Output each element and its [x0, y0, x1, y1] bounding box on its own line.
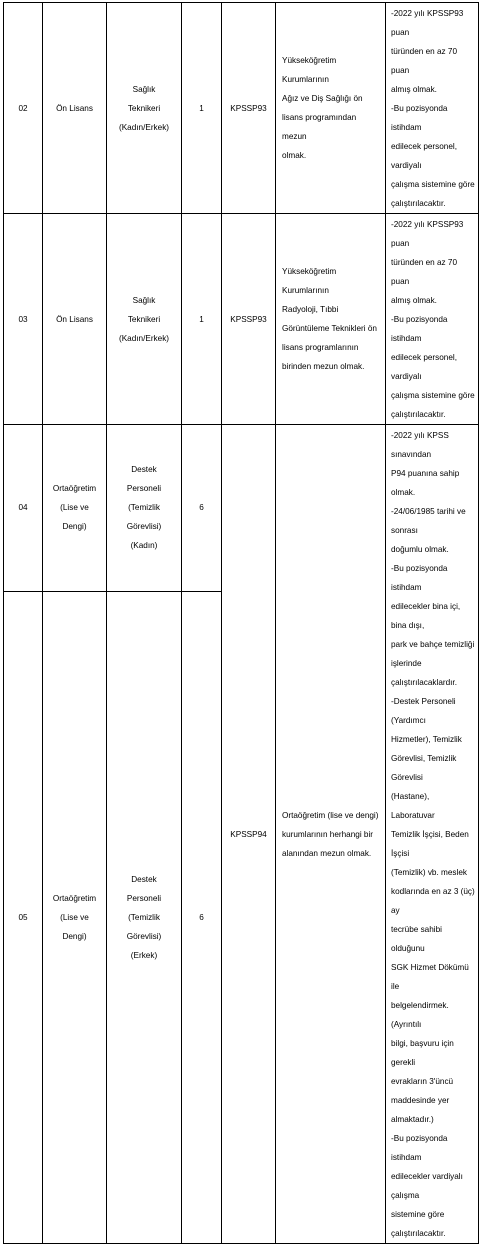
position-count: 6 — [182, 591, 222, 1243]
score-type: KPSSP93 — [222, 214, 276, 425]
row-number: 05 — [4, 591, 43, 1243]
position-count: 6 — [182, 425, 222, 592]
position-count: 1 — [182, 3, 222, 214]
row-number: 03 — [4, 214, 43, 425]
table-row — [4, 214, 479, 425]
education-level: Ön Lisans — [43, 3, 107, 214]
notes-text: -2022 yılı KPSS sınavından P94 puanına sahip olmak. -24/06/1985 tarihi ve sonrası doğumlu olmak. -Bu pozisyonda istihdam edilecekler bina içi, bina dışı, park ve bahçe temizliği işlerinde çalıştırılacaklardır. -Destek Personeli (Yardımcı Hizmetler), Temizlik Görevlisi, Temizlik Görevlisi (Hastane), Laboratuvar Temizlik İşçisi, Beden İşçisi (Temizlik) vb. meslek kodlarında en az 3 (üç) ay tecrübe sahibi olduğunu SGK Hizmet Dökümü ile belgelendirmek. (Ayrıntılı bilgi, başvuru için gerekli evrakların 3'üncü maddesinde yer almaktadır.) -Bu pozisyonda istihdam edilecekler vardiyalı çalışma sistemine göre çalıştırılacaktır. — [386, 425, 479, 1244]
qualification-text: Ortaöğretim (lise ve dengi) kurumlarının herhangi bir alanından mezun olmak. — [276, 425, 386, 1244]
notes-text: -2022 yılı KPSSP93 puan türünden en az 70 puan almış olmak. -Bu pozisyonda istihdam edilecek personel, vardiyalı çalışma sistemine göre çalıştırılacaktır. — [386, 3, 479, 214]
table-row — [4, 3, 479, 214]
row-number: 04 — [4, 425, 43, 592]
score-type: KPSSP93 — [222, 3, 276, 214]
education-level: Ortaöğretim (Lise ve Dengi) — [43, 591, 107, 1243]
position-count: 1 — [182, 214, 222, 425]
position-title: Destek Personeli (Temizlik Görevlisi) (Erkek) — [107, 591, 182, 1243]
education-level: Ortaöğretim (Lise ve Dengi) — [43, 425, 107, 592]
positions-table — [3, 2, 479, 1244]
qualification-text: Yükseköğretim Kurumlarının Radyoloji, Tıbbi Görüntüleme Teknikleri ön lisans programlarının birinden mezun olmak. — [276, 214, 386, 425]
position-title: Sağlık Teknikeri (Kadın/Erkek) — [107, 3, 182, 214]
score-type: KPSSP94 — [222, 425, 276, 1244]
position-title: Destek Personeli (Temizlik Görevlisi) (Kadın) — [107, 425, 182, 592]
notes-text: -2022 yılı KPSSP93 puan türünden en az 70 puan almış olmak. -Bu pozisyonda istihdam edilecek personel, vardiyalı çalışma sistemine göre çalıştırılacaktır. — [386, 214, 479, 425]
qualification-text: Yükseköğretim Kurumlarının Ağız ve Diş Sağlığı ön lisans programından mezun olmak. — [276, 3, 386, 214]
education-level: Ön Lisans — [43, 214, 107, 425]
table-row — [4, 425, 479, 592]
position-title: Sağlık Teknikeri (Kadın/Erkek) — [107, 214, 182, 425]
row-number: 02 — [4, 3, 43, 214]
